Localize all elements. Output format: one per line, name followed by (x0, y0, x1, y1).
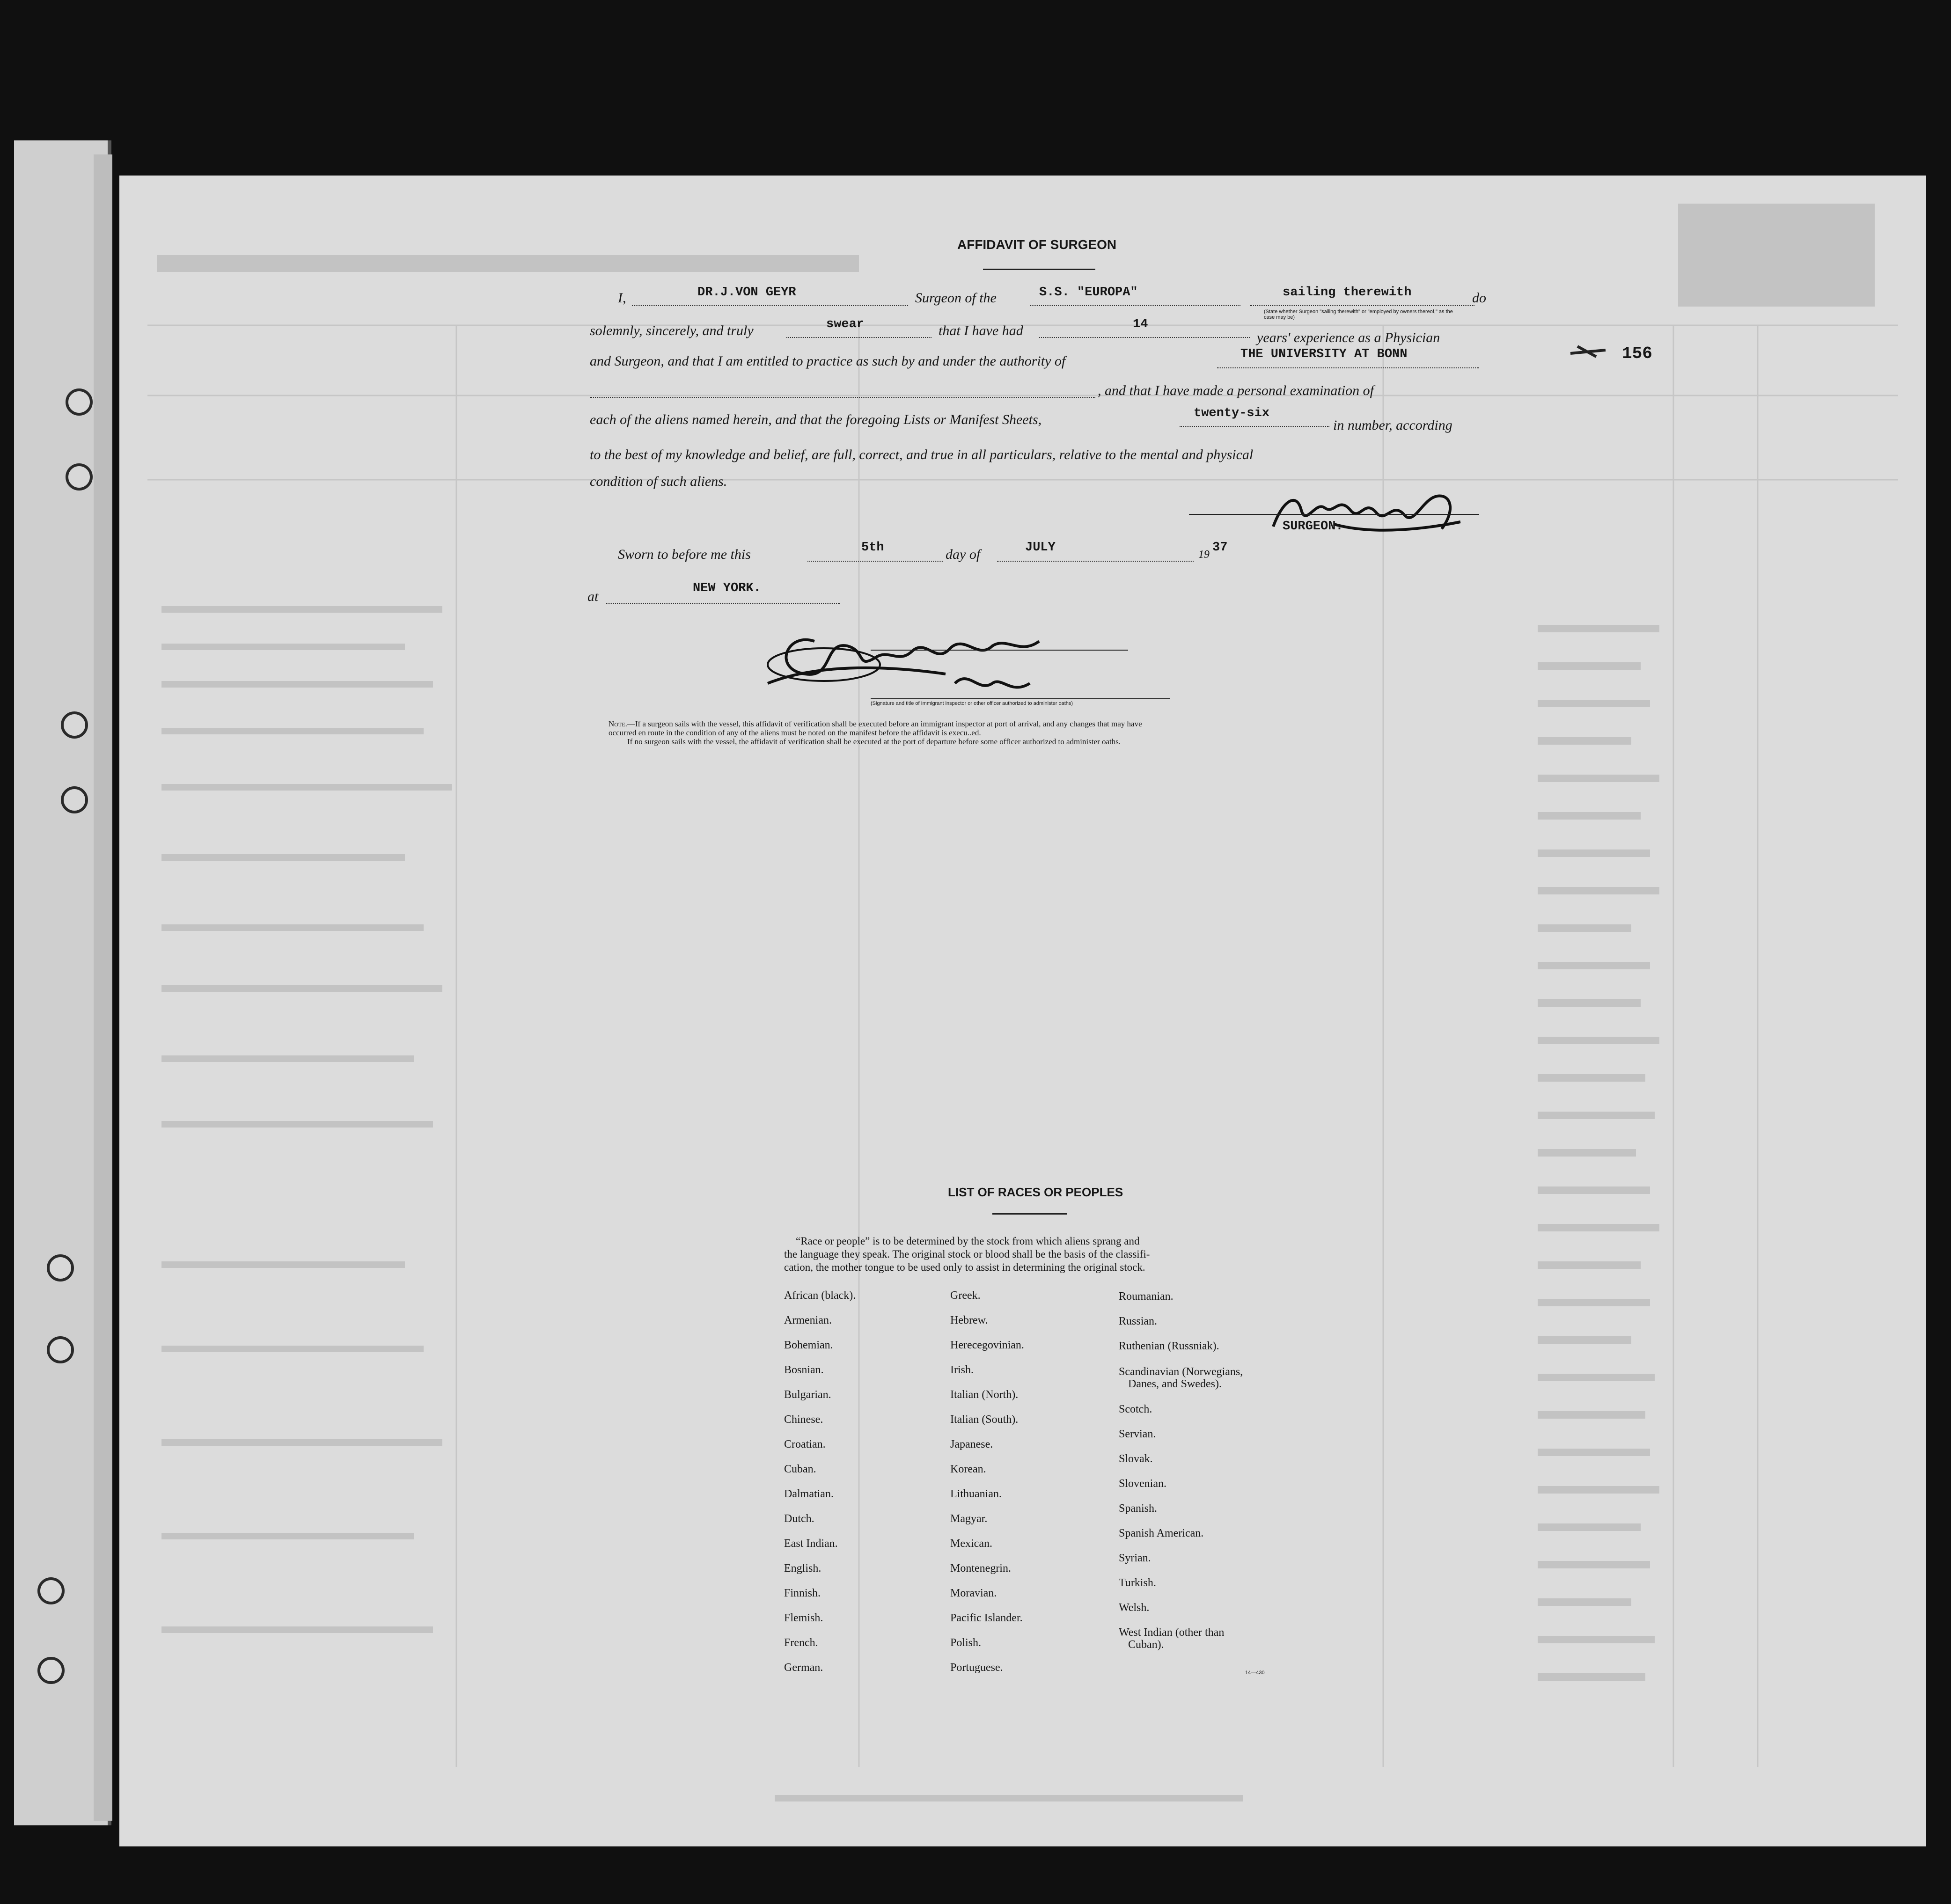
inspector-title-line (871, 698, 1170, 699)
authority-line (1217, 367, 1479, 368)
years-experience: 14 (1133, 317, 1148, 331)
race-item: Spanish. (1119, 1502, 1158, 1515)
race-item: Scotch. (1119, 1403, 1152, 1415)
sworn-place: NEW YORK. (693, 581, 761, 595)
race-item: Turkish. (1119, 1577, 1156, 1589)
race-item: Syrian. (1119, 1552, 1151, 1564)
solemnly-label: solemnly, sincerely, and truly (590, 323, 754, 338)
binder-hole (37, 1657, 65, 1684)
sailing-status: sailing therewith (1283, 286, 1412, 300)
note-line-1: —If a surgeon sails with the vessel, this affidavit of verification shall be executed before an immigrant inspector at port of arrival, and any changes that may have (627, 719, 1142, 728)
inspector-signature-line (871, 650, 1128, 651)
sworn-label: Sworn to before me this (618, 547, 751, 562)
knowledge-label: to the best of my knowledge and belief, are full, correct, and true in all particulars, relative to the mental and physical (590, 447, 1254, 462)
race-item: French. (784, 1637, 818, 1649)
race-item: Croatian. (784, 1438, 826, 1450)
note-line-2: occurred en route in the condition of any of the aliens must be noted on the manifest before the affidavit is execu..ed. (609, 728, 981, 737)
sworn-place-line (606, 603, 840, 604)
oath-line (786, 337, 931, 338)
binder-hole (47, 1254, 74, 1282)
race-item: African (black). (784, 1289, 856, 1302)
races-intro-2: the language they speak. The original stock or blood shall be the basis of the classifi- (784, 1248, 1150, 1260)
at-label: at (587, 589, 599, 604)
stamp-mark (1568, 342, 1610, 360)
race-item: Italian (South). (950, 1413, 1019, 1426)
race-item: Portuguese. (950, 1662, 1003, 1674)
oath-word: swear (826, 317, 865, 331)
race-item: West Indian (other than (1119, 1626, 1225, 1639)
surgeon-name: DR.J.VON GEYR (697, 286, 796, 300)
page-binding-strip (94, 154, 112, 1821)
race-item: Cuban. (784, 1463, 816, 1475)
ship-name: S.S. "EUROPA" (1039, 286, 1138, 300)
race-item: Danes, and Swedes). (1128, 1378, 1222, 1390)
in-number-label: in number, according (1333, 417, 1452, 433)
years-line (1039, 337, 1250, 338)
binder-hole (61, 711, 88, 739)
race-item: Montenegrin. (950, 1562, 1011, 1574)
race-item: Flemish. (784, 1612, 823, 1624)
race-item: English. (784, 1562, 821, 1574)
race-item: Ruthenian (Russniak). (1119, 1340, 1219, 1352)
year-suffix: 37 (1212, 541, 1228, 555)
year-prefix: 19 (1198, 549, 1210, 561)
race-item: Irish. (950, 1364, 974, 1376)
years-label: years' experience as a Physician (1257, 330, 1440, 345)
sworn-day-line (807, 561, 943, 562)
and-surgeon-label: and Surgeon, and that I am entitled to practice as such by and under the authority of (590, 353, 1066, 369)
race-item: Italian (North). (950, 1389, 1019, 1401)
examination-label: , and that I have made a personal examination of (1098, 383, 1374, 398)
race-item: Bosnian. (784, 1364, 824, 1376)
binder-hole (66, 463, 93, 491)
stamp-number: 156 (1622, 344, 1652, 363)
form-number: 14—430 (1245, 1670, 1265, 1676)
surgeon-title: SURGEON. (1283, 520, 1343, 534)
race-item: Armenian. (784, 1314, 832, 1326)
race-item: Slovenian. (1119, 1478, 1166, 1490)
race-item: Slovak. (1119, 1453, 1153, 1465)
race-item: Moravian. (950, 1587, 997, 1599)
authority: THE UNIVERSITY AT BONN (1240, 347, 1408, 361)
race-item: Cuban). (1128, 1639, 1164, 1651)
race-item: East Indian. (784, 1538, 838, 1550)
race-item: Korean. (950, 1463, 986, 1475)
that-had-label: that I have had (939, 323, 1023, 338)
race-item: Japanese. (950, 1438, 993, 1450)
sworn-day: 5th (861, 541, 884, 555)
sheet-count-line (1180, 426, 1329, 427)
day-of-label: day of (946, 547, 981, 562)
races-intro-1: “Race or people” is to be determined by the stock from which aliens sprang and (796, 1235, 1140, 1247)
race-item: Lithuanian. (950, 1488, 1002, 1500)
surgeon-of-label: Surgeon of the (915, 290, 997, 306)
ship-name-line (1030, 305, 1240, 306)
race-item: Chinese. (784, 1413, 823, 1426)
each-alien-label: each of the aliens named herein, and that the foregoing Lists or Manifest Sheets, (590, 412, 1042, 427)
race-item: Servian. (1119, 1428, 1156, 1440)
races-title: LIST OF RACES OR PEOPLES (948, 1185, 1123, 1199)
authority-line-2 (590, 397, 1095, 398)
inspector-caption: (Signature and title of Immigrant inspector or other officer authorized to administer oaths) (871, 701, 1073, 706)
binder-hole (66, 388, 93, 416)
affidavit-title: AFFIDAVIT OF SURGEON (957, 237, 1117, 252)
race-item: Herecegovinian. (950, 1339, 1024, 1351)
binder-hole (61, 786, 88, 813)
condition-label: condition of such aliens. (590, 474, 727, 489)
race-item: Dutch. (784, 1513, 814, 1525)
note-block (609, 719, 1489, 746)
race-item: Dalmatian. (784, 1488, 834, 1500)
race-item: Bulgarian. (784, 1389, 831, 1401)
race-item: Finnish. (784, 1587, 821, 1599)
binder-hole (47, 1336, 74, 1363)
title-rule (983, 269, 1095, 270)
do-label: do (1472, 290, 1486, 306)
race-item: Greek. (950, 1289, 981, 1302)
sheet-count: twenty-six (1194, 406, 1270, 420)
race-item: Mexican. (950, 1538, 992, 1550)
race-item: Polish. (950, 1637, 982, 1649)
race-item: Roumanian. (1119, 1290, 1174, 1303)
sworn-month: JULY (1025, 541, 1056, 555)
surgeon-signature-line (1189, 514, 1479, 515)
race-item: Spanish American. (1119, 1527, 1204, 1539)
race-item: Scandinavian (Norwegians, (1119, 1366, 1243, 1378)
race-item: Magyar. (950, 1513, 988, 1525)
race-item: Pacific Islander. (950, 1612, 1023, 1624)
inspector-signature (758, 613, 1114, 707)
note-label: Note. (609, 719, 627, 728)
race-item: Welsh. (1119, 1602, 1150, 1614)
races-title-rule (992, 1213, 1067, 1215)
binder-hole (37, 1577, 65, 1604)
race-item: Russian. (1119, 1315, 1158, 1327)
note-line-3: If no surgeon sails with the vessel, the affidavit of verification shall be executed at the port of departure before some officer authorized to administer oaths. (627, 737, 1121, 746)
race-item: Hebrew. (950, 1314, 988, 1326)
sworn-month-line (997, 561, 1194, 562)
pronoun-label: I, (618, 290, 626, 306)
sailing-status-line (1250, 305, 1474, 306)
race-item: Bohemian. (784, 1339, 833, 1351)
race-item: German. (784, 1662, 823, 1674)
sailing-status-note: (State whether Surgeon "sailing therewith" or "employed by owners thereof," as the case may be) (1264, 309, 1453, 320)
races-intro-3: cation, the mother tongue to be used only to assist in determining the original stock. (784, 1261, 1145, 1273)
surgeon-name-line (632, 305, 908, 306)
